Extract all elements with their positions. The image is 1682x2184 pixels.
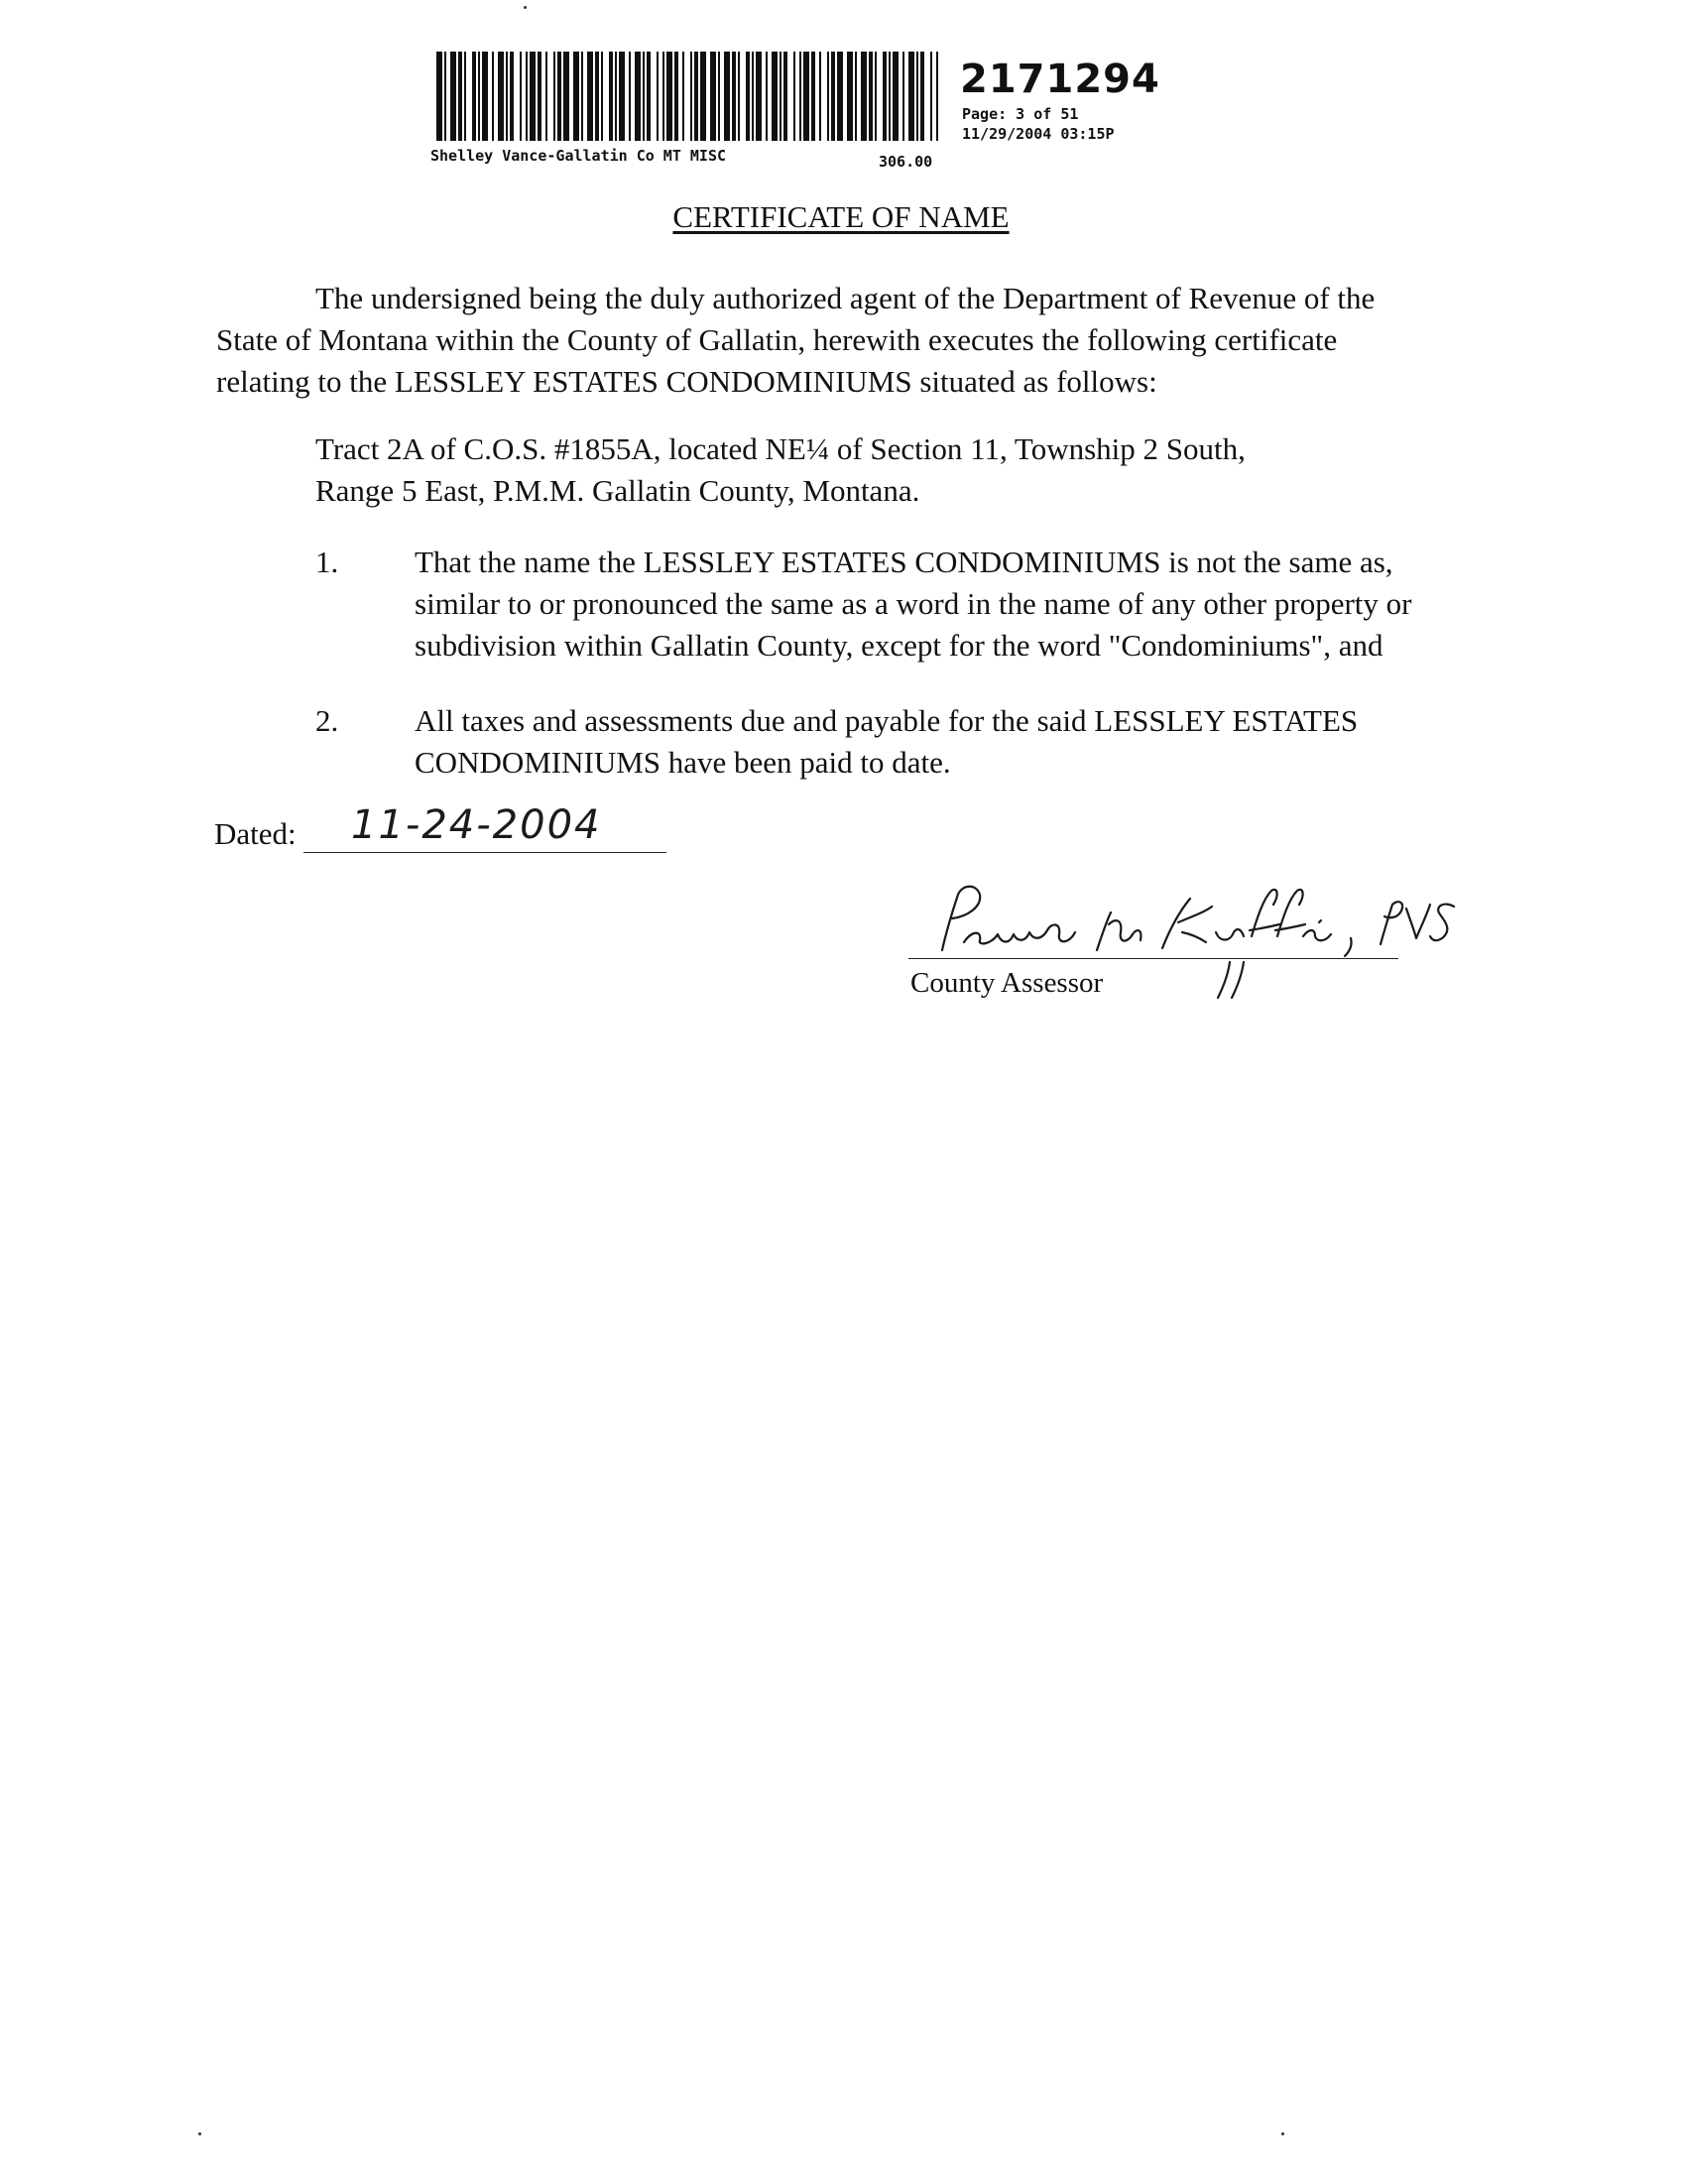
barcode-bar xyxy=(756,52,762,141)
barcode-bar xyxy=(510,52,514,141)
recorder-name: Shelley Vance-Gallatin Co MT MISC xyxy=(430,147,727,165)
barcode-bar xyxy=(619,52,625,141)
barcode-bar xyxy=(444,52,446,141)
recorded-datetime: 11/29/2004 03:15P xyxy=(962,125,1115,143)
barcode-bar xyxy=(563,52,569,141)
barcode-bar xyxy=(629,52,631,141)
intro-paragraph xyxy=(216,278,1505,403)
barcode-bar xyxy=(530,52,536,141)
item-line: CONDOMINIUMS have been paid to date. xyxy=(415,745,951,780)
barcode-bar xyxy=(827,52,829,141)
barcode-bar xyxy=(916,52,918,141)
legal-line: Range 5 East, P.M.M. Gallatin County, Montana. xyxy=(315,473,920,508)
barcode-bar xyxy=(861,52,867,141)
title-text: CERTIFICATE OF NAME xyxy=(672,199,1010,234)
barcode-bar xyxy=(700,52,706,141)
barcode-bar xyxy=(464,52,466,141)
barcode-bar xyxy=(889,52,891,141)
barcode-bar xyxy=(746,52,750,141)
barcode-bar xyxy=(831,52,835,141)
barcode-bar xyxy=(869,52,873,141)
barcode-bar xyxy=(893,52,899,141)
barcode-bar xyxy=(526,52,528,141)
certification-item xyxy=(315,700,1525,789)
barcode-bar xyxy=(803,52,809,141)
intro-line-text: The undersigned being the duly authorized agent of the Department of Revenue of the xyxy=(315,281,1376,315)
barcode-bar xyxy=(587,52,593,141)
barcode-bar xyxy=(647,52,651,141)
barcode xyxy=(436,52,944,141)
barcode-bar xyxy=(450,52,456,141)
dated-field xyxy=(214,802,670,855)
barcode-bar xyxy=(674,52,678,141)
barcode-bar xyxy=(772,52,778,141)
barcode-bar xyxy=(783,52,787,141)
item-number: 1. xyxy=(315,545,339,579)
recording-stamp xyxy=(430,52,1184,171)
barcode-bar xyxy=(472,52,476,141)
item-line: similar to or pronounced the same as a word in the name of any other property or xyxy=(415,586,1412,621)
barcode-bar xyxy=(837,52,843,141)
barcode-bar xyxy=(718,52,720,141)
barcode-bar xyxy=(819,52,821,141)
item-text xyxy=(415,542,1515,667)
barcode-bar xyxy=(609,52,613,141)
signature-block xyxy=(902,873,1458,1002)
barcode-bar xyxy=(902,52,904,141)
scan-speck xyxy=(198,2132,201,2135)
intro-line xyxy=(216,278,1505,319)
barcode-bar xyxy=(662,52,664,141)
barcode-bar xyxy=(492,52,494,141)
barcode-bar xyxy=(766,52,768,141)
signature-line xyxy=(908,958,1398,959)
item-line: That the name the LESSLEY ESTATES CONDOMINIUMS is not the same as, xyxy=(415,545,1393,579)
barcode-bar xyxy=(506,52,508,141)
barcode-bar xyxy=(643,52,645,141)
barcode-bar xyxy=(930,52,932,141)
barcode-bar xyxy=(883,52,887,141)
legal-line: Tract 2A of C.O.S. #1855A, located NE¼ of Section 11, Township 2 South, xyxy=(315,431,1246,466)
barcode-bar xyxy=(482,52,488,141)
barcode-bar xyxy=(799,52,801,141)
barcode-bar xyxy=(710,52,716,141)
barcode-bar xyxy=(666,52,672,141)
barcode-bar xyxy=(793,52,795,141)
barcode-bar xyxy=(908,52,914,141)
item-text xyxy=(415,700,1515,784)
barcode-bar xyxy=(595,52,599,141)
barcode-bar xyxy=(538,52,541,141)
barcode-bar xyxy=(601,52,603,141)
intro-line: relating to the LESSLEY ESTATES CONDOMINIUMS situated as follows: xyxy=(216,364,1157,399)
item-line: subdivision within Gallatin County, except for the word "Condominiums", and xyxy=(415,628,1383,663)
barcode-bar xyxy=(436,52,442,141)
barcode-bar xyxy=(875,52,877,141)
item-number: 2. xyxy=(315,703,339,738)
barcode-bar xyxy=(724,52,730,141)
barcode-bar xyxy=(738,52,740,141)
barcode-bar xyxy=(478,52,480,141)
scan-speck xyxy=(524,6,527,9)
barcode-bar xyxy=(498,52,504,141)
barcode-bar xyxy=(780,52,781,141)
barcode-bar xyxy=(573,52,579,141)
barcode-bar xyxy=(458,52,462,141)
recording-fee: 306.00 xyxy=(879,153,933,171)
scan-speck xyxy=(1281,2132,1284,2135)
barcode-bar xyxy=(690,52,692,141)
barcode-bar xyxy=(553,52,555,141)
barcode-bar xyxy=(615,52,617,141)
legal-description xyxy=(315,428,1505,512)
signatory-role: County Assessor xyxy=(910,967,1104,999)
certification-item xyxy=(315,542,1525,670)
barcode-bar xyxy=(752,52,754,141)
barcode-bar xyxy=(811,52,815,141)
dated-label: Dated: xyxy=(214,816,297,851)
barcode-bar xyxy=(855,52,857,141)
barcode-bar xyxy=(920,52,924,141)
barcode-bar xyxy=(557,52,561,141)
barcode-bar xyxy=(682,52,684,141)
document-title xyxy=(0,200,1682,234)
document-number: 2171294 xyxy=(960,57,1160,102)
barcode-bar xyxy=(520,52,522,141)
barcode-bar xyxy=(581,52,583,141)
barcode-bar xyxy=(545,52,547,141)
dated-underline xyxy=(303,852,666,853)
barcode-bar xyxy=(657,52,659,141)
intro-line: State of Montana within the County of Gallatin, herewith executes the following certificate xyxy=(216,322,1338,357)
page-count: Page: 3 of 51 xyxy=(962,105,1079,123)
barcode-bar xyxy=(732,52,736,141)
item-line: All taxes and assessments due and payable for the said LESSLEY ESTATES xyxy=(415,703,1359,738)
barcode-bar xyxy=(936,52,938,141)
barcode-bar xyxy=(847,52,853,141)
barcode-bar xyxy=(635,52,641,141)
barcode-bar xyxy=(694,52,698,141)
dated-value: 11-24-2004 xyxy=(351,802,602,848)
